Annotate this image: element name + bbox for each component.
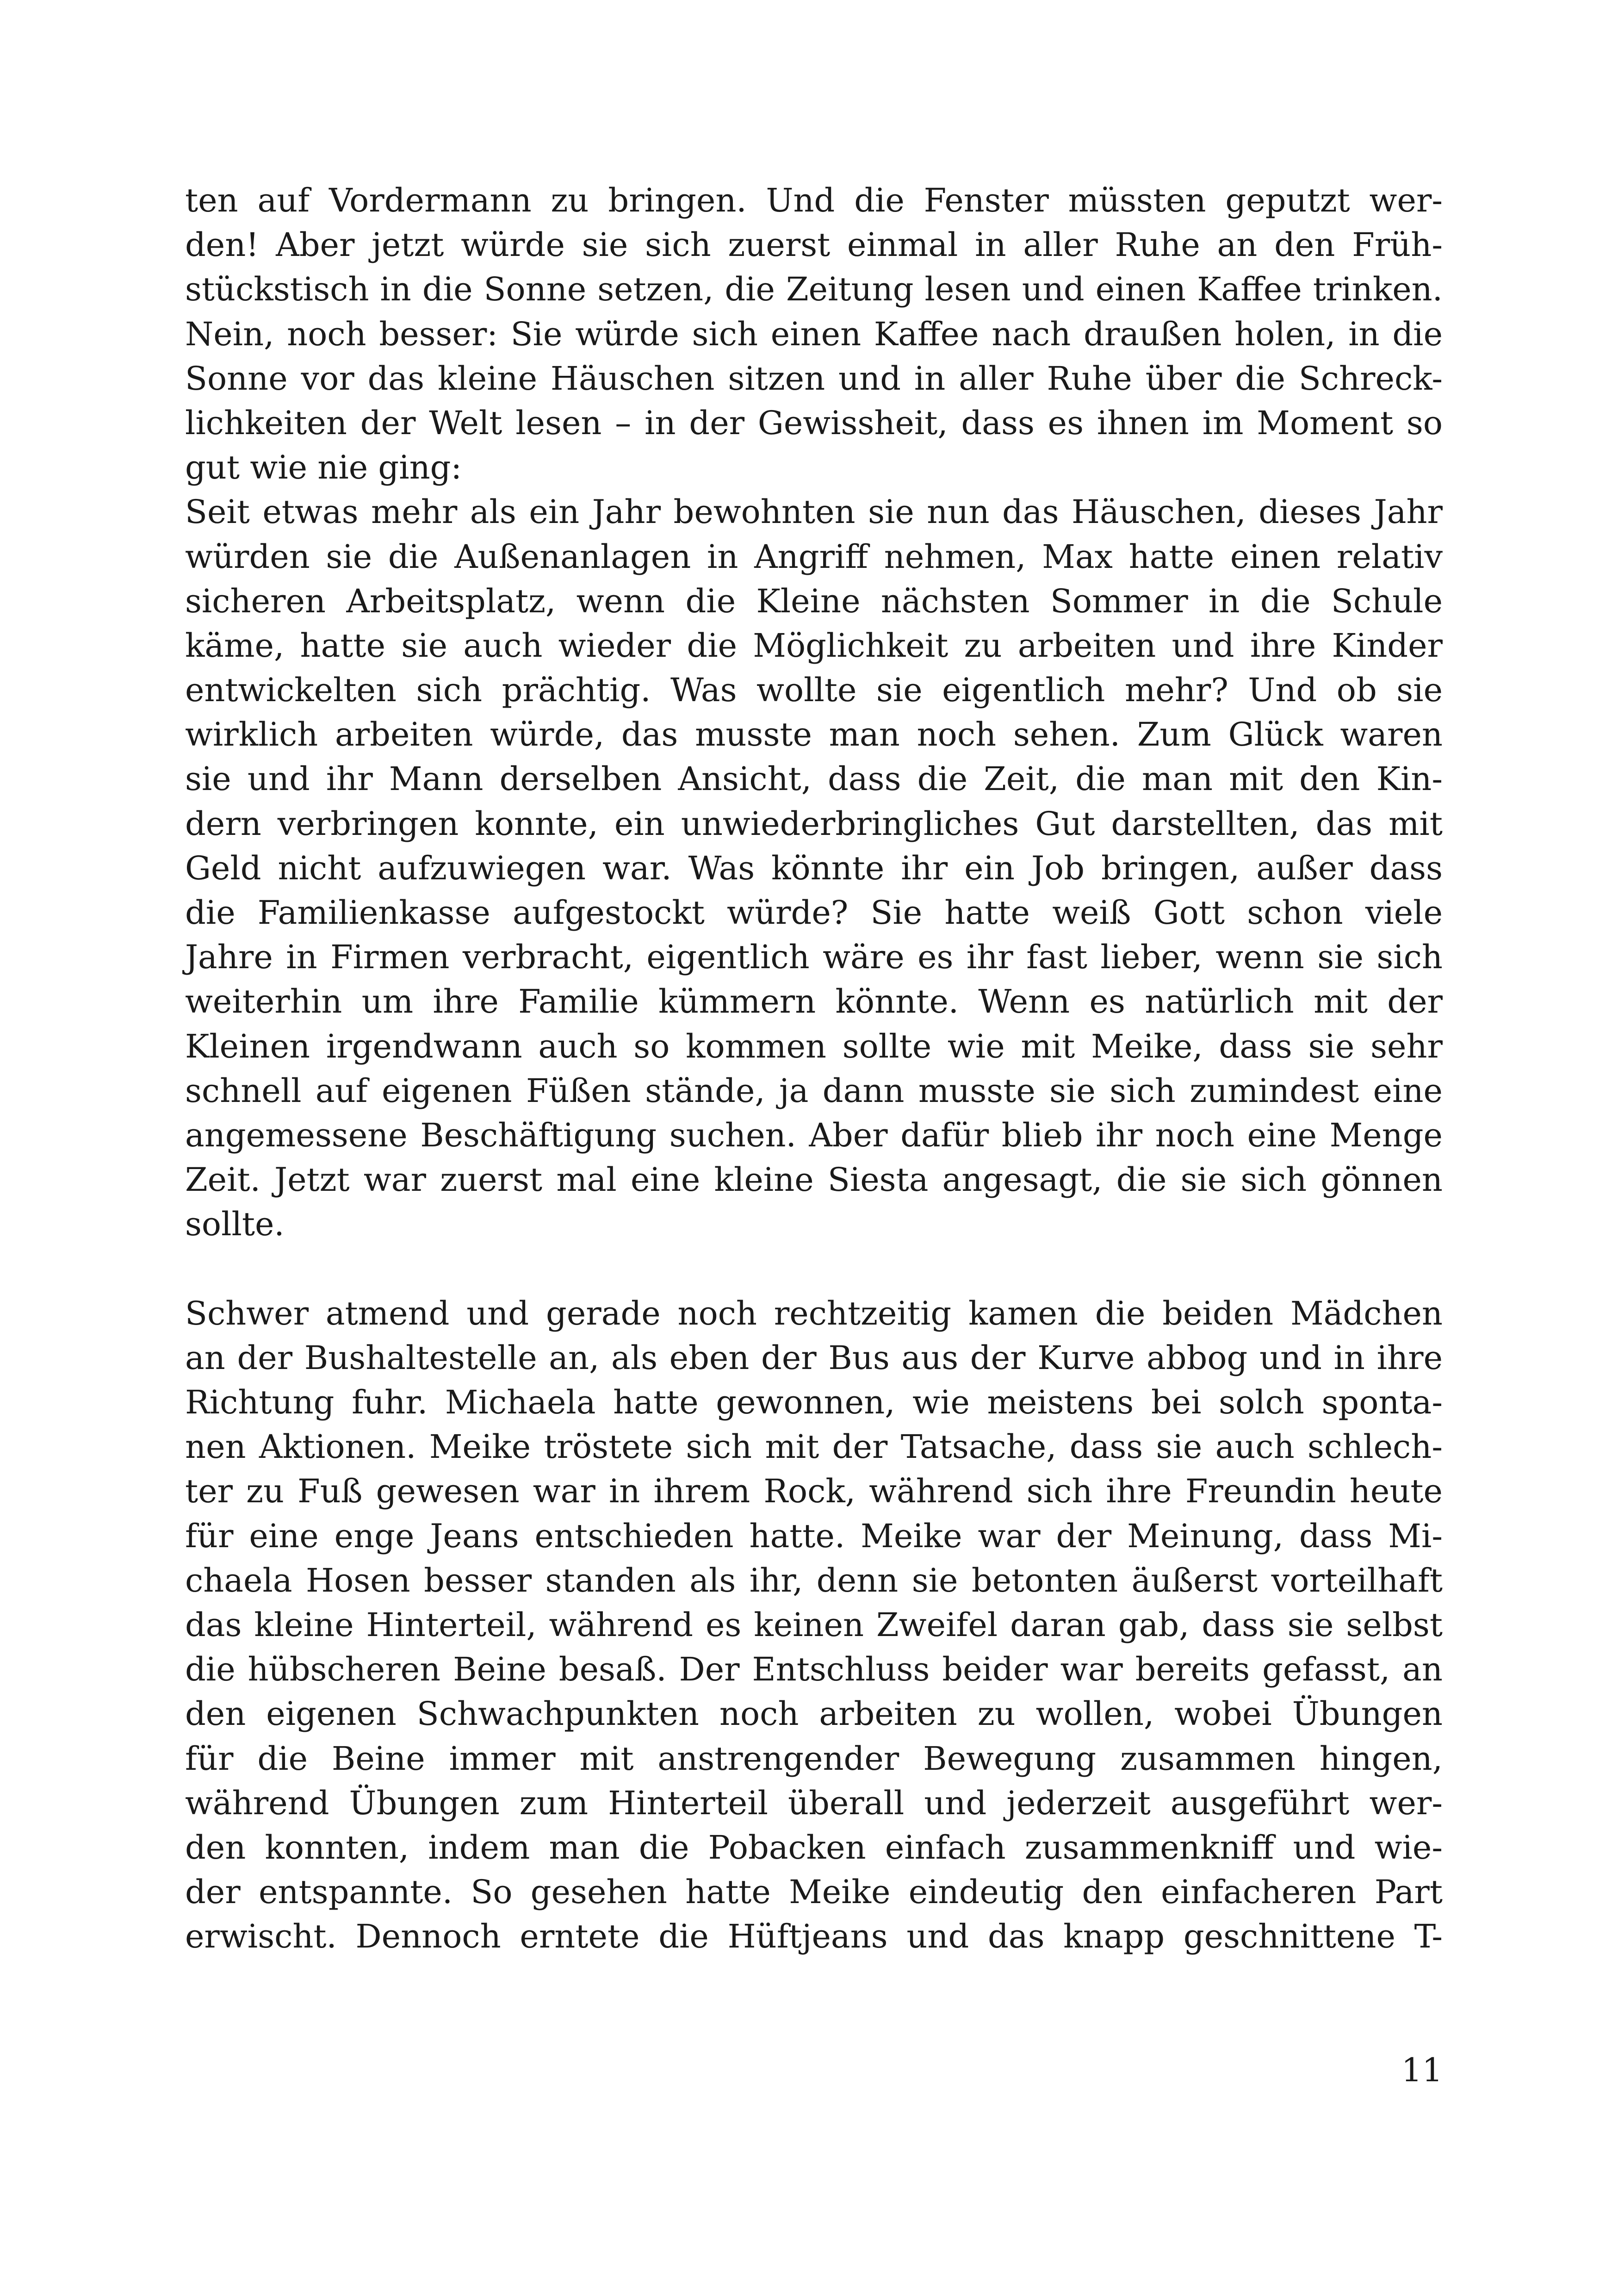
text-line: den eigenen Schwachpunkten noch arbeiten zu wollen, wobei Übungen (185, 1695, 1443, 1733)
text-line: entwickelten sich prächtig. Was wollte sie eigentlich mehr? Und ob sie (185, 671, 1443, 709)
text-line: die Familienkasse aufgestockt würde? Sie hatte weiß Gott schon viele (185, 894, 1443, 932)
text-line: ter zu Fuß gewesen war in ihrem Rock, während sich ihre Freundin heute (185, 1472, 1443, 1511)
page-number: 11 (1401, 2051, 1443, 2089)
text-line: Sonne vor das kleine Häuschen sitzen und in aller Ruhe über die Schreck- (185, 359, 1443, 398)
text-line: gut wie nie ging: (185, 448, 462, 487)
text-line: Nein, noch besser: Sie würde sich einen Kaffee nach draußen holen, in die (185, 315, 1443, 353)
text-line: Jahre in Firmen verbracht, eigentlich wäre es ihr fast lieber, wenn sie sich (185, 938, 1443, 977)
text-line: wirklich arbeiten würde, das musste man noch sehen. Zum Glück waren (185, 716, 1443, 754)
paragraph-2 (185, 490, 1443, 1246)
text-line: den konnten, indem man die Pobacken einfach zusammenkniff und wie- (185, 1828, 1443, 1867)
text-line: die hübscheren Beine besaß. Der Entschluss beider war bereits gefasst, an (185, 1650, 1443, 1689)
text-line: den! Aber jetzt würde sie sich zuerst einmal in aller Ruhe an den Früh- (185, 226, 1443, 264)
text-line: für eine enge Jeans entschieden hatte. Meike war der Meinung, dass Mi- (185, 1517, 1443, 1555)
text-line: an der Bushaltestelle an, als eben der Bus aus der Kurve abbog und in ihre (185, 1338, 1443, 1377)
text-line: sicheren Arbeitsplatz, wenn die Kleine nächsten Sommer in die Schule (185, 582, 1443, 620)
text-line: chaela Hosen besser standen als ihr, denn sie betonten äußerst vorteilhaft (185, 1561, 1443, 1599)
text-line: weiterhin um ihre Familie kümmern könnte. Wenn es natürlich mit der (185, 983, 1443, 1021)
text-line: Kleinen irgendwann auch so kommen sollte wie mit Meike, dass sie sehr (185, 1027, 1443, 1065)
text-line: während Übungen zum Hinterteil überall und jederzeit ausgeführt wer- (185, 1784, 1443, 1822)
text-line: das kleine Hinterteil, während es keinen Zweifel daran gab, dass sie selbst (185, 1606, 1443, 1644)
text-line: stückstisch in die Sonne setzen, die Zeitung lesen und einen Kaffee trinken. (185, 270, 1443, 309)
text-line: der entspannte. So gesehen hatte Meike eindeutig den einfacheren Part (185, 1873, 1443, 1911)
paragraph-spacer (185, 1247, 1443, 1291)
text-line: erwischt. Dennoch erntete die Hüftjeans und das knapp geschnittene T- (185, 1917, 1443, 1956)
text-line: Seit etwas mehr als ein Jahr bewohnten sie nun das Häuschen, dieses Jahr (185, 493, 1443, 531)
text-line: käme, hatte sie auch wieder die Möglichkeit zu arbeiten und ihre Kinder (185, 626, 1443, 665)
text-line: dern verbringen konnte, ein unwiederbringliches Gut darstellten, das mit (185, 804, 1443, 843)
paragraph-3 (185, 1291, 1443, 1959)
text-line: angemessene Beschäftigung suchen. Aber dafür blieb ihr noch eine Menge (185, 1116, 1443, 1154)
text-line: lichkeiten der Welt lesen – in der Gewissheit, dass es ihnen im Moment so (185, 404, 1443, 442)
text-line: sie und ihr Mann derselben Ansicht, dass die Zeit, die man mit den Kin- (185, 760, 1443, 798)
text-line: für die Beine immer mit anstrengender Bewegung zusammen hingen, (185, 1739, 1443, 1778)
body-text (185, 178, 1443, 1959)
paragraph-1 (185, 178, 1443, 490)
text-line: ten auf Vordermann zu bringen. Und die Fenster müssten geputzt wer- (185, 181, 1443, 219)
text-line: Geld nicht aufzuwiegen war. Was könnte ihr ein Job bringen, außer dass (185, 849, 1443, 887)
text-line: würden sie die Außenanlagen in Angriff nehmen, Max hatte einen relativ (185, 537, 1443, 576)
text-line: nen Aktionen. Meike tröstete sich mit der Tatsache, dass sie auch schlech- (185, 1428, 1443, 1466)
text-line: Zeit. Jetzt war zuerst mal eine kleine Siesta angesagt, die sie sich gönnen (185, 1161, 1443, 1199)
text-line: Schwer atmend und gerade noch rechtzeitig kamen die beiden Mädchen (185, 1294, 1443, 1332)
text-line: schnell auf eigenen Füßen stände, ja dann musste sie sich zumindest eine (185, 1071, 1443, 1110)
text-line: Richtung fuhr. Michaela hatte gewonnen, wie meistens bei solch sponta- (185, 1383, 1443, 1422)
text-line: sollte. (185, 1205, 285, 1244)
